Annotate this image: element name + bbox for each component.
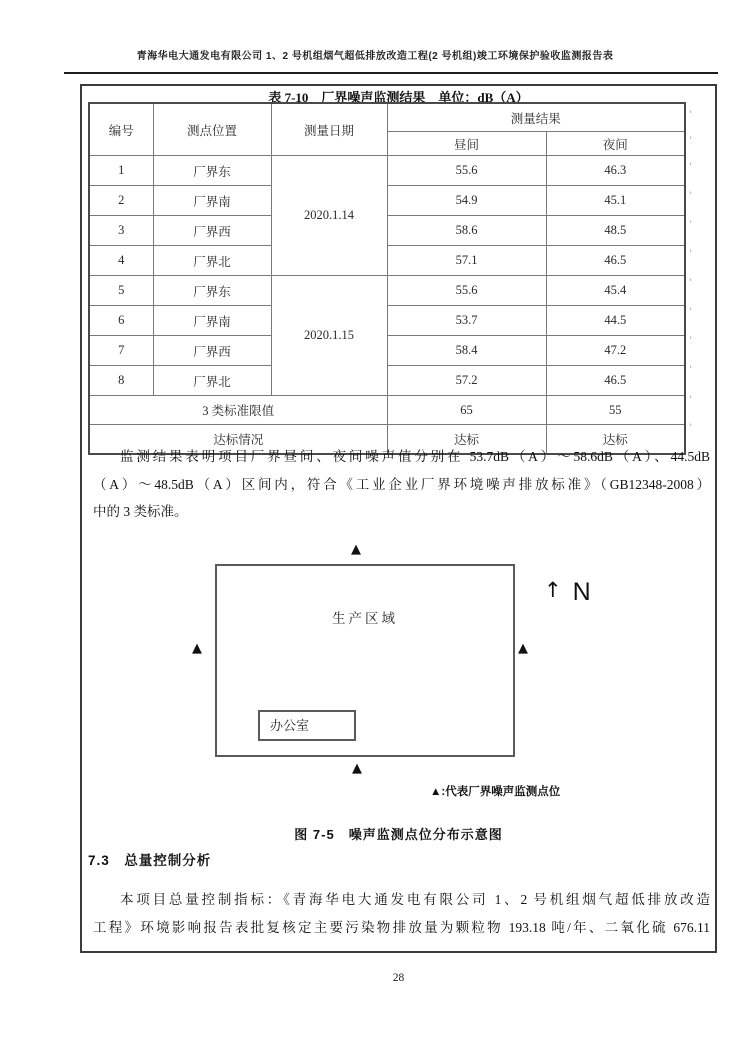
cell-day: 54.9 bbox=[387, 186, 546, 216]
cell-day: 58.6 bbox=[387, 216, 546, 246]
cell-day: 57.2 bbox=[387, 366, 546, 396]
cell-night: 45.1 bbox=[546, 186, 685, 216]
table-row bbox=[89, 306, 685, 336]
paragraph-line: （A）～48.5dB（A）区间内，符合《工业企业厂界环境噪声排放标准》（GB12348-2008） bbox=[93, 476, 710, 492]
page-number: 28 bbox=[392, 972, 405, 984]
limit-label: 3 类标准限值 bbox=[89, 396, 387, 425]
cell-day: 57.1 bbox=[387, 246, 546, 276]
cell-end-mark: ' bbox=[688, 395, 694, 405]
cell-no: 6 bbox=[89, 306, 153, 336]
cell-day: 55.6 bbox=[387, 276, 546, 306]
col-header-date: 测量日期 bbox=[271, 103, 387, 156]
office-box bbox=[258, 710, 356, 741]
cell-location: 厂界北 bbox=[153, 246, 271, 276]
cell-end-mark: ' bbox=[688, 423, 694, 433]
production-area-label: 生产区域 bbox=[332, 611, 398, 626]
document-header-title: 青海华电大通发电有限公司 1、2 号机组烟气超低排放改造工程(2 号机组)竣工环境保护验收监测报告表 bbox=[136, 51, 614, 62]
col-header-no: 编号 bbox=[89, 103, 153, 156]
cell-end-mark: ' bbox=[688, 191, 694, 201]
cell-no: 2 bbox=[89, 186, 153, 216]
cell-end-mark: ' bbox=[688, 365, 694, 375]
paragraph-line: 本项目总量控制指标：《青海华电大通发电有限公司 1、2 号机组烟气超低排放改造 bbox=[120, 892, 710, 907]
table-row bbox=[89, 366, 685, 396]
cell-night: 48.5 bbox=[546, 216, 685, 246]
summary-paragraph bbox=[93, 443, 710, 526]
cell-no: 3 bbox=[89, 216, 153, 246]
cell-night: 44.5 bbox=[546, 306, 685, 336]
cell-end-mark: ' bbox=[688, 278, 694, 288]
cell-day: 58.4 bbox=[387, 336, 546, 366]
cell-day: 53.7 bbox=[387, 306, 546, 336]
cell-date-group2: 2020.1.15 bbox=[271, 276, 387, 396]
cell-night: 46.5 bbox=[546, 366, 685, 396]
col-header-night: 夜间 bbox=[546, 132, 685, 156]
cell-night: 47.2 bbox=[546, 336, 685, 366]
compliance-night: 达标 bbox=[546, 425, 685, 455]
cell-day: 55.6 bbox=[387, 156, 546, 186]
cell-night: 46.5 bbox=[546, 246, 685, 276]
cell-location: 厂界南 bbox=[153, 306, 271, 336]
cell-no: 8 bbox=[89, 366, 153, 396]
cell-end-mark: ' bbox=[688, 162, 694, 172]
north-arrow-icon: ↑ bbox=[544, 578, 562, 602]
table-row bbox=[89, 186, 685, 216]
table-row bbox=[89, 336, 685, 366]
limit-night: 55 bbox=[546, 396, 685, 425]
cell-location: 厂界西 bbox=[153, 336, 271, 366]
header-rule bbox=[64, 72, 718, 74]
table-row bbox=[89, 276, 685, 306]
cell-location: 厂界东 bbox=[153, 276, 271, 306]
compliance-label: 达标情况 bbox=[89, 425, 387, 455]
cell-end-mark: ' bbox=[688, 307, 694, 317]
col-header-result: 测量结果 bbox=[387, 103, 685, 132]
col-header-location: 测点位置 bbox=[153, 103, 271, 156]
monitor-point-east-icon: ▲ bbox=[518, 641, 528, 656]
table-title: 表 7-10 厂界噪声监测结果 单位：dB（A） bbox=[268, 90, 529, 105]
monitor-point-north-icon: ▲ bbox=[351, 542, 361, 557]
limit-row bbox=[89, 396, 685, 425]
section-heading: 7.3 总量控制分析 bbox=[88, 853, 212, 868]
diagram-legend: ▲:代表厂界噪声监测点位 bbox=[430, 786, 561, 798]
noise-table bbox=[88, 102, 686, 455]
cell-date-group1: 2020.1.14 bbox=[271, 156, 387, 276]
cell-no: 4 bbox=[89, 246, 153, 276]
cell-no: 1 bbox=[89, 156, 153, 186]
paragraph-line: 工程》环境影响报告表批复核定主要污染物排放量为颗粒物 193.18 吨/年、二氧化硫 676.11 bbox=[93, 919, 710, 935]
cell-night: 46.3 bbox=[546, 156, 685, 186]
table-row bbox=[89, 216, 685, 246]
cell-location: 厂界南 bbox=[153, 186, 271, 216]
north-label: N bbox=[572, 578, 591, 606]
table-row bbox=[89, 156, 685, 186]
cell-end-mark: ' bbox=[688, 136, 694, 146]
paragraph-line: 监测结果表明项目厂界昼间、夜间噪声值分别在 53.7dB（A）～58.6dB（A）、44.5dB bbox=[120, 449, 710, 464]
monitor-point-south-icon: ▲ bbox=[352, 761, 362, 776]
table-header-row-1 bbox=[89, 103, 685, 132]
monitor-point-west-icon: ▲ bbox=[192, 641, 202, 656]
site-diagram bbox=[80, 540, 717, 802]
cell-end-mark: ' bbox=[688, 220, 694, 230]
north-indicator bbox=[544, 578, 591, 607]
col-header-day: 昼间 bbox=[387, 132, 546, 156]
cell-night: 45.4 bbox=[546, 276, 685, 306]
cell-location: 厂界西 bbox=[153, 216, 271, 246]
section-paragraph bbox=[93, 886, 710, 941]
compliance-day: 达标 bbox=[387, 425, 546, 455]
scan-cell-end-marks bbox=[688, 102, 700, 447]
cell-location: 厂界东 bbox=[153, 156, 271, 186]
figure-caption: 图 7-5 噪声监测点位分布示意图 bbox=[294, 827, 503, 842]
limit-day: 65 bbox=[387, 396, 546, 425]
cell-location: 厂界北 bbox=[153, 366, 271, 396]
office-label: 办公室 bbox=[270, 718, 310, 733]
cell-end-mark: ' bbox=[688, 249, 694, 259]
cell-no: 5 bbox=[89, 276, 153, 306]
cell-no: 7 bbox=[89, 336, 153, 366]
cell-end-mark: ' bbox=[688, 110, 694, 120]
table-row bbox=[89, 246, 685, 276]
paragraph-line: 中的 3 类标准。 bbox=[93, 504, 188, 519]
cell-end-mark: ' bbox=[688, 336, 694, 346]
